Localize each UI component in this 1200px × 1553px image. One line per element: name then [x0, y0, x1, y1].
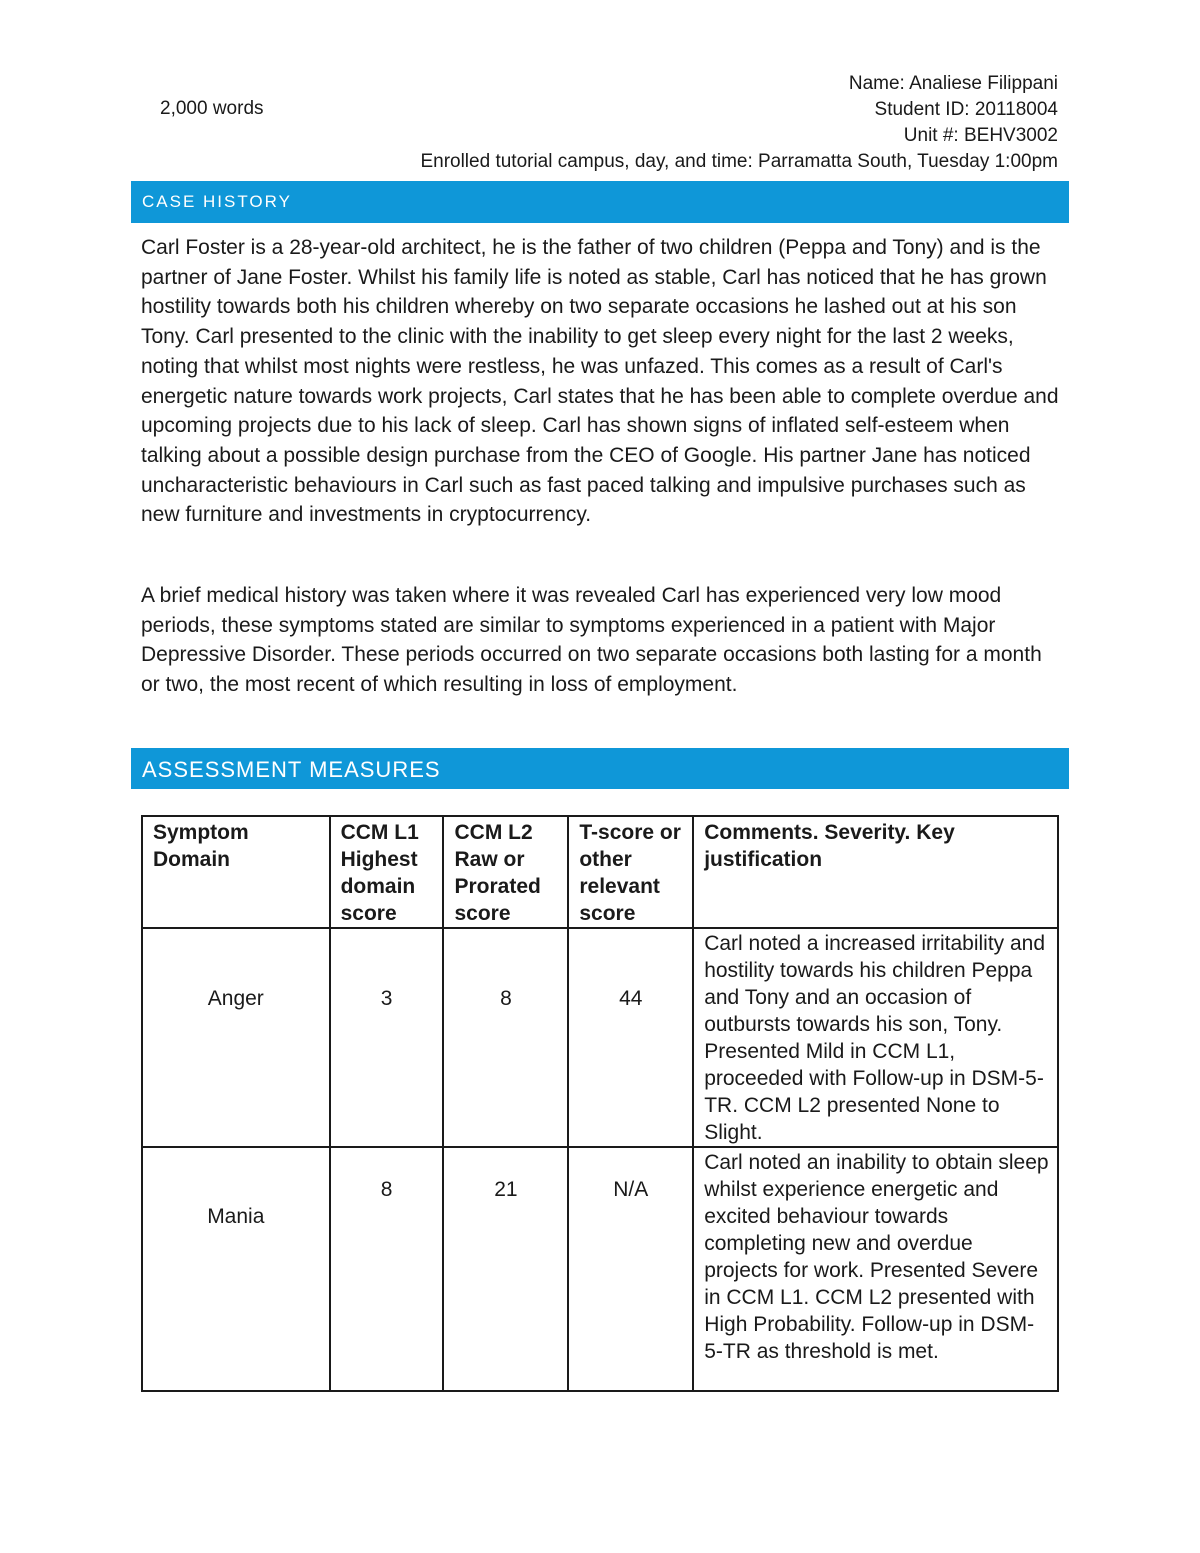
table-row	[142, 928, 1058, 1147]
header-ccm-l1: CCM L1 Highest domain score	[330, 816, 444, 928]
cell-ccm-l1: 3	[330, 928, 444, 1147]
case-history-paragraph-1: Carl Foster is a 28-year-old architect, he is the father of two children (Peppa and Tony) and is the partner of Jane Foster. Whilst his family life is noted as stable, Carl has noticed that he has grown hostility towards both his children whereby on two separate occasions he lashed out at his son Tony. Carl presented to the clinic with the inability to get sleep every night for the last 2 weeks, noting that whilst most nights were restless, he was unfazed. This comes as a result of Carl's energetic nature towards work projects, Carl states that he has been able to complete overdue and upcoming projects due to his lack of sleep. Carl has shown signs of inflated self-esteem when talking about a possible design purchase from the CEO of Google. His partner Jane has noticed uncharacteristic behaviours in Carl such as fast paced talking and impulsive purchases such as new furniture and investments in cryptocurrency.	[141, 236, 1059, 527]
header-t-score: T-score or other relevant score	[568, 816, 693, 928]
table-header-row	[142, 816, 1058, 928]
header-ccm-l2: CCM L2 Raw or Prorated score	[443, 816, 568, 928]
assessment-table	[141, 815, 1059, 1392]
cell-t-score: 44	[568, 928, 693, 1147]
cell-domain: Anger	[142, 928, 330, 1147]
student-name: Name: Analiese Filippani	[848, 73, 1058, 94]
cell-t-score: N/A	[568, 1147, 693, 1391]
cell-ccm-l2: 21	[443, 1147, 568, 1391]
header-comments: Comments. Severity. Key justification	[693, 816, 1058, 928]
case-history-heading: CASE HISTORY	[131, 181, 1069, 223]
student-id: Student ID: 20118004	[874, 99, 1058, 120]
header-symptom-domain: Symptom Domain	[142, 816, 330, 928]
student-details	[420, 71, 1058, 175]
word-count: 2,000 words	[160, 98, 264, 119]
assessment-measures-heading: ASSESSMENT MEASURES	[131, 748, 1069, 789]
tutorial-info: Enrolled tutorial campus, day, and time: Parramatta South, Tuesday 1:00pm	[420, 151, 1058, 172]
cell-comment: Carl noted an inability to obtain sleep whilst experience energetic and excited behaviour towards completing new and overdue projects for work. Presented Severe in CCM L1. CCM L2 presented with High Probability. Follow-up in DSM-5-TR as threshold is met.	[693, 1147, 1058, 1391]
table-row	[142, 1147, 1058, 1391]
cell-ccm-l2: 8	[443, 928, 568, 1147]
case-history-paragraph-2: A brief medical history was taken where it was revealed Carl has experienced very low mood periods, these symptoms stated are similar to symptoms experienced in a patient with Major Depressive Disorder. These periods occurred on two separate occasions both lasting for a month or two, the most recent of which resulting in loss of employment.	[141, 584, 1042, 697]
cell-comment: Carl noted a increased irritability and hostility towards his children Peppa and Tony and an occasion of outbursts towards his son, Tony. Presented Mild in CCM L1, proceeded with Follow-up in DSM-5-TR. CCM L2 presented None to Slight.	[693, 928, 1058, 1147]
cell-domain: Mania	[142, 1147, 330, 1391]
cell-ccm-l1: 8	[330, 1147, 444, 1391]
unit-number: Unit #: BEHV3002	[903, 125, 1058, 146]
